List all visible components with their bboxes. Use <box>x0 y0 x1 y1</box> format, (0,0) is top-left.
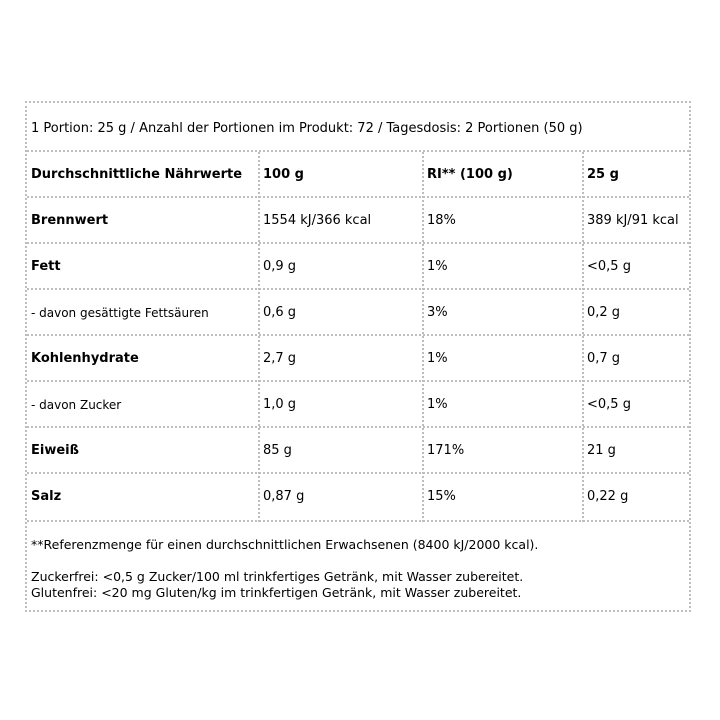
header-per-portion: 25 g <box>587 167 619 182</box>
row-nutrient-name: Brennwert <box>31 213 109 228</box>
row-per-portion: <0,5 g <box>587 397 631 412</box>
serving-info: 1 Portion: 25 g / Anzahl der Portionen im Produkt: 72 / Tagesdosis: 2 Portionen (50 g) <box>31 121 583 136</box>
row-nutrient-name: - davon gesättigte Fettsäuren <box>31 306 209 320</box>
table-row <box>27 474 689 522</box>
header-ri: RI** (100 g) <box>427 167 513 182</box>
row-ri: 171% <box>427 443 465 458</box>
footnote-reference: **Referenzmenge für einen durchschnittlichen Erwachsenen (8400 kJ/2000 kcal). <box>31 537 539 552</box>
note-sugar-free: Zuckerfrei: <0,5 g Zucker/100 ml trinkfertiges Getränk, mit Wasser zubereitet. <box>31 569 524 584</box>
row-per-portion: 0,2 g <box>587 305 621 320</box>
row-nutrient-name: Salz <box>31 489 62 504</box>
row-ri: 18% <box>427 213 456 228</box>
header-nutrient: Durchschnittliche Nährwerte <box>31 167 243 182</box>
row-per-100g: 1,0 g <box>263 397 297 412</box>
row-per-100g: 2,7 g <box>263 351 297 366</box>
row-nutrient-name: - davon Zucker <box>31 398 122 412</box>
row-per-100g: 0,9 g <box>263 259 297 274</box>
row-per-100g: 0,6 g <box>263 305 297 320</box>
row-ri: 1% <box>427 351 448 366</box>
column-divider <box>582 152 584 522</box>
table-row <box>27 198 689 244</box>
row-per-portion: 389 kJ/91 kcal <box>587 213 679 228</box>
row-nutrient-name: Kohlenhydrate <box>31 351 139 366</box>
row-nutrient-name: Eiweiß <box>31 443 79 458</box>
row-per-portion: 0,7 g <box>587 351 621 366</box>
note-gluten-free: Glutenfrei: <20 mg Gluten/kg im trinkfertigen Getränk, mit Wasser zubereitet. <box>31 585 522 600</box>
table-row <box>27 382 689 428</box>
row-ri: 1% <box>427 259 448 274</box>
table-row <box>27 244 689 290</box>
row-per-portion: <0,5 g <box>587 259 631 274</box>
row-per-portion: 21 g <box>587 443 616 458</box>
column-divider <box>258 152 260 522</box>
row-per-portion: 0,22 g <box>587 489 629 504</box>
row-ri: 3% <box>427 305 448 320</box>
row-per-100g: 85 g <box>263 443 292 458</box>
nutrition-table <box>25 101 691 612</box>
row-per-100g: 0,87 g <box>263 489 305 504</box>
row-per-100g: 1554 kJ/366 kcal <box>263 213 372 228</box>
row-nutrient-name: Fett <box>31 259 61 274</box>
table-row <box>27 428 689 474</box>
header-per-100g: 100 g <box>263 167 304 182</box>
row-ri: 15% <box>427 489 456 504</box>
table-row <box>27 336 689 382</box>
serving-info-row <box>27 103 689 152</box>
row-ri: 1% <box>427 397 448 412</box>
table-row <box>27 290 689 336</box>
header-row <box>27 152 689 198</box>
column-divider <box>422 152 424 522</box>
